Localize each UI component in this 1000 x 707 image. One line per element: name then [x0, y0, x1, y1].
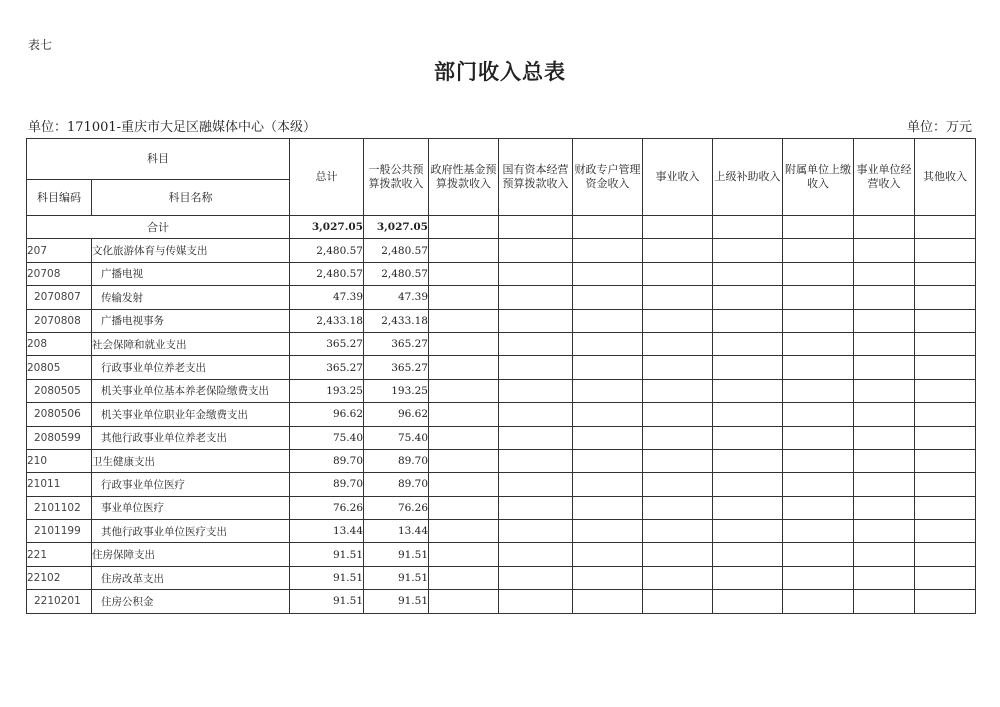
empty-cell — [429, 239, 499, 262]
empty-cell — [499, 520, 573, 543]
table-row — [27, 332, 976, 355]
empty-cell — [499, 449, 573, 472]
empty-cell — [643, 286, 713, 309]
empty-cell — [429, 543, 499, 566]
empty-cell — [643, 496, 713, 519]
empty-cell — [573, 216, 643, 239]
subject-code-cell: 207 — [27, 239, 92, 262]
empty-cell — [573, 543, 643, 566]
empty-cell — [429, 309, 499, 332]
general-budget-cell: 89.70 — [364, 473, 429, 496]
empty-cell — [573, 403, 643, 426]
empty-cell — [499, 379, 573, 402]
col-special-account: 财政专户管理资金收入 — [573, 139, 643, 216]
empty-cell — [713, 449, 783, 472]
total-cell: 193.25 — [290, 379, 364, 402]
empty-cell — [573, 426, 643, 449]
general-budget-cell: 365.27 — [364, 356, 429, 379]
empty-cell — [783, 356, 854, 379]
total-cell: 91.51 — [290, 566, 364, 589]
empty-cell — [643, 566, 713, 589]
empty-cell — [783, 309, 854, 332]
subject-code-cell: 2101199 — [27, 520, 92, 543]
total-sum: 3,027.05 — [290, 216, 364, 239]
empty-cell — [713, 520, 783, 543]
empty-cell — [499, 239, 573, 262]
empty-cell — [713, 403, 783, 426]
empty-cell — [854, 332, 915, 355]
general-budget-cell: 2,480.57 — [364, 262, 429, 285]
empty-cell — [915, 449, 976, 472]
total-cell: 13.44 — [290, 520, 364, 543]
total-cell: 91.51 — [290, 543, 364, 566]
empty-cell — [915, 403, 976, 426]
total-cell: 96.62 — [290, 403, 364, 426]
empty-cell — [854, 496, 915, 519]
empty-cell — [573, 262, 643, 285]
empty-cell — [854, 309, 915, 332]
subject-code-cell: 2070807 — [27, 286, 92, 309]
header-row — [27, 139, 976, 180]
empty-cell — [854, 356, 915, 379]
table-row — [27, 426, 976, 449]
empty-cell — [783, 239, 854, 262]
subject-name-cell: 行政事业单位医疗 — [92, 473, 290, 496]
empty-cell — [713, 473, 783, 496]
empty-cell — [499, 332, 573, 355]
col-other-income: 其他收入 — [915, 139, 976, 216]
empty-cell — [713, 426, 783, 449]
total-cell: 365.27 — [290, 356, 364, 379]
empty-cell — [915, 426, 976, 449]
table-row — [27, 473, 976, 496]
table-row — [27, 449, 976, 472]
empty-cell — [713, 379, 783, 402]
empty-cell — [783, 286, 854, 309]
subject-code-cell: 2080505 — [27, 379, 92, 402]
empty-cell — [783, 449, 854, 472]
col-affiliated-remit: 附属单位上缴收入 — [783, 139, 854, 216]
empty-cell — [573, 590, 643, 613]
empty-cell — [915, 566, 976, 589]
col-total: 总计 — [290, 139, 364, 216]
empty-cell — [713, 262, 783, 285]
subject-name-cell: 其他行政事业单位医疗支出 — [92, 520, 290, 543]
total-cell: 75.40 — [290, 426, 364, 449]
empty-cell — [573, 496, 643, 519]
general-budget-cell: 193.25 — [364, 379, 429, 402]
department-unit: 单位：171001-重庆市大足区融媒体中心（本级） — [28, 120, 317, 135]
empty-cell — [854, 403, 915, 426]
empty-cell — [915, 286, 976, 309]
empty-cell — [783, 566, 854, 589]
total-general: 3,027.05 — [364, 216, 429, 239]
subject-name-cell: 住房保障支出 — [92, 543, 290, 566]
empty-cell — [915, 356, 976, 379]
general-budget-cell: 91.51 — [364, 566, 429, 589]
page-title: 部门收入总表 — [434, 59, 566, 84]
general-budget-cell: 47.39 — [364, 286, 429, 309]
subject-name-cell: 文化旅游体育与传媒支出 — [92, 239, 290, 262]
empty-cell — [713, 356, 783, 379]
empty-cell — [499, 356, 573, 379]
table-row — [27, 496, 976, 519]
table-body — [27, 216, 976, 614]
empty-cell — [783, 379, 854, 402]
empty-cell — [854, 590, 915, 613]
empty-cell — [643, 403, 713, 426]
empty-cell — [643, 543, 713, 566]
empty-cell — [499, 426, 573, 449]
empty-cell — [915, 379, 976, 402]
table-row — [27, 309, 976, 332]
empty-cell — [783, 332, 854, 355]
empty-cell — [643, 590, 713, 613]
general-budget-cell: 365.27 — [364, 332, 429, 355]
empty-cell — [643, 473, 713, 496]
subject-code-cell: 221 — [27, 543, 92, 566]
empty-cell — [573, 473, 643, 496]
empty-cell — [429, 216, 499, 239]
empty-cell — [429, 520, 499, 543]
empty-cell — [429, 473, 499, 496]
subject-name-cell: 广播电视 — [92, 262, 290, 285]
empty-cell — [854, 566, 915, 589]
empty-cell — [783, 262, 854, 285]
subject-code-cell: 2101102 — [27, 496, 92, 519]
table-row — [27, 590, 976, 613]
table-row — [27, 239, 976, 262]
empty-cell — [854, 379, 915, 402]
empty-cell — [713, 309, 783, 332]
empty-cell — [499, 496, 573, 519]
subject-code-cell: 22102 — [27, 566, 92, 589]
col-operating-income: 事业单位经营收入 — [854, 139, 915, 216]
general-budget-cell: 2,433.18 — [364, 309, 429, 332]
empty-cell — [783, 473, 854, 496]
empty-cell — [643, 216, 713, 239]
empty-cell — [783, 543, 854, 566]
empty-cell — [783, 216, 854, 239]
empty-cell — [499, 286, 573, 309]
empty-cell — [854, 216, 915, 239]
subject-code-cell: 20708 — [27, 262, 92, 285]
subject-name-cell: 机关事业单位基本养老保险缴费支出 — [92, 379, 290, 402]
empty-cell — [915, 543, 976, 566]
empty-cell — [429, 379, 499, 402]
subject-code-cell: 2080506 — [27, 403, 92, 426]
col-gov-fund: 政府性基金预算拨款收入 — [429, 139, 499, 216]
empty-cell — [783, 496, 854, 519]
empty-cell — [499, 216, 573, 239]
empty-cell — [643, 332, 713, 355]
empty-cell — [429, 332, 499, 355]
empty-cell — [854, 449, 915, 472]
empty-cell — [499, 309, 573, 332]
empty-cell — [573, 332, 643, 355]
total-label: 合计 — [27, 216, 290, 239]
subject-name-cell: 行政事业单位养老支出 — [92, 356, 290, 379]
empty-cell — [429, 449, 499, 472]
table-row — [27, 403, 976, 426]
subject-code-cell: 208 — [27, 332, 92, 355]
general-budget-cell: 91.51 — [364, 590, 429, 613]
general-budget-cell: 91.51 — [364, 543, 429, 566]
empty-cell — [854, 286, 915, 309]
empty-cell — [915, 496, 976, 519]
general-budget-cell: 76.26 — [364, 496, 429, 519]
table-row — [27, 379, 976, 402]
empty-cell — [573, 566, 643, 589]
total-cell: 2,433.18 — [290, 309, 364, 332]
subject-name-cell: 卫生健康支出 — [92, 449, 290, 472]
subject-code-cell: 2080599 — [27, 426, 92, 449]
col-business-income: 事业收入 — [643, 139, 713, 216]
empty-cell — [429, 496, 499, 519]
empty-cell — [573, 239, 643, 262]
subject-code-cell: 210 — [27, 449, 92, 472]
subject-name-cell: 广播电视事务 — [92, 309, 290, 332]
empty-cell — [854, 543, 915, 566]
empty-cell — [915, 473, 976, 496]
table-number: 表七 — [28, 38, 53, 52]
subject-name-cell: 住房改革支出 — [92, 566, 290, 589]
subject-code-cell: 2070808 — [27, 309, 92, 332]
total-cell: 89.70 — [290, 473, 364, 496]
empty-cell — [713, 566, 783, 589]
empty-cell — [643, 239, 713, 262]
subject-code-cell: 20805 — [27, 356, 92, 379]
income-summary-table — [26, 138, 976, 614]
col-subject: 科目 — [27, 139, 290, 180]
empty-cell — [573, 309, 643, 332]
empty-cell — [783, 590, 854, 613]
empty-cell — [499, 262, 573, 285]
empty-cell — [915, 590, 976, 613]
empty-cell — [429, 566, 499, 589]
empty-cell — [713, 543, 783, 566]
total-cell: 89.70 — [290, 449, 364, 472]
empty-cell — [713, 286, 783, 309]
empty-cell — [783, 426, 854, 449]
table-row — [27, 520, 976, 543]
empty-cell — [915, 262, 976, 285]
total-row — [27, 216, 976, 239]
currency-unit: 单位：万元 — [906, 120, 972, 135]
empty-cell — [713, 216, 783, 239]
general-budget-cell: 13.44 — [364, 520, 429, 543]
empty-cell — [573, 286, 643, 309]
table-row — [27, 356, 976, 379]
empty-cell — [854, 520, 915, 543]
total-cell: 47.39 — [290, 286, 364, 309]
empty-cell — [499, 473, 573, 496]
empty-cell — [499, 543, 573, 566]
empty-cell — [783, 520, 854, 543]
empty-cell — [429, 403, 499, 426]
subject-name-cell: 传输发射 — [92, 286, 290, 309]
total-cell: 365.27 — [290, 332, 364, 355]
empty-cell — [915, 216, 976, 239]
col-subject-code: 科目编码 — [27, 180, 92, 216]
col-general-budget: 一般公共预算拨款收入 — [364, 139, 429, 216]
empty-cell — [429, 590, 499, 613]
empty-cell — [854, 239, 915, 262]
empty-cell — [643, 449, 713, 472]
empty-cell — [854, 473, 915, 496]
subject-name-cell: 事业单位医疗 — [92, 496, 290, 519]
empty-cell — [429, 356, 499, 379]
empty-cell — [713, 590, 783, 613]
empty-cell — [854, 262, 915, 285]
general-budget-cell: 89.70 — [364, 449, 429, 472]
empty-cell — [643, 356, 713, 379]
subject-name-cell: 机关事业单位职业年金缴费支出 — [92, 403, 290, 426]
empty-cell — [915, 332, 976, 355]
empty-cell — [854, 426, 915, 449]
general-budget-cell: 96.62 — [364, 403, 429, 426]
empty-cell — [643, 379, 713, 402]
total-cell: 2,480.57 — [290, 239, 364, 262]
empty-cell — [915, 309, 976, 332]
table-row — [27, 286, 976, 309]
col-state-capital: 国有资本经营预算拨款收入 — [499, 139, 573, 216]
table-row — [27, 543, 976, 566]
empty-cell — [783, 403, 854, 426]
subject-name-cell: 其他行政事业单位养老支出 — [92, 426, 290, 449]
empty-cell — [643, 426, 713, 449]
empty-cell — [573, 520, 643, 543]
empty-cell — [643, 262, 713, 285]
total-cell: 2,480.57 — [290, 262, 364, 285]
total-cell: 91.51 — [290, 590, 364, 613]
empty-cell — [713, 239, 783, 262]
general-budget-cell: 2,480.57 — [364, 239, 429, 262]
empty-cell — [915, 520, 976, 543]
empty-cell — [573, 379, 643, 402]
empty-cell — [643, 309, 713, 332]
total-cell: 76.26 — [290, 496, 364, 519]
empty-cell — [429, 426, 499, 449]
general-budget-cell: 75.40 — [364, 426, 429, 449]
empty-cell — [573, 356, 643, 379]
table-row — [27, 566, 976, 589]
empty-cell — [429, 286, 499, 309]
table-row — [27, 262, 976, 285]
empty-cell — [713, 332, 783, 355]
subject-name-cell: 住房公积金 — [92, 590, 290, 613]
empty-cell — [499, 566, 573, 589]
empty-cell — [429, 262, 499, 285]
empty-cell — [499, 590, 573, 613]
empty-cell — [713, 496, 783, 519]
subject-code-cell: 21011 — [27, 473, 92, 496]
col-superior-subsidy: 上级补助收入 — [713, 139, 783, 216]
col-subject-name: 科目名称 — [92, 180, 290, 216]
subject-name-cell: 社会保障和就业支出 — [92, 332, 290, 355]
empty-cell — [499, 403, 573, 426]
empty-cell — [643, 520, 713, 543]
subject-code-cell: 2210201 — [27, 590, 92, 613]
empty-cell — [573, 449, 643, 472]
empty-cell — [915, 239, 976, 262]
